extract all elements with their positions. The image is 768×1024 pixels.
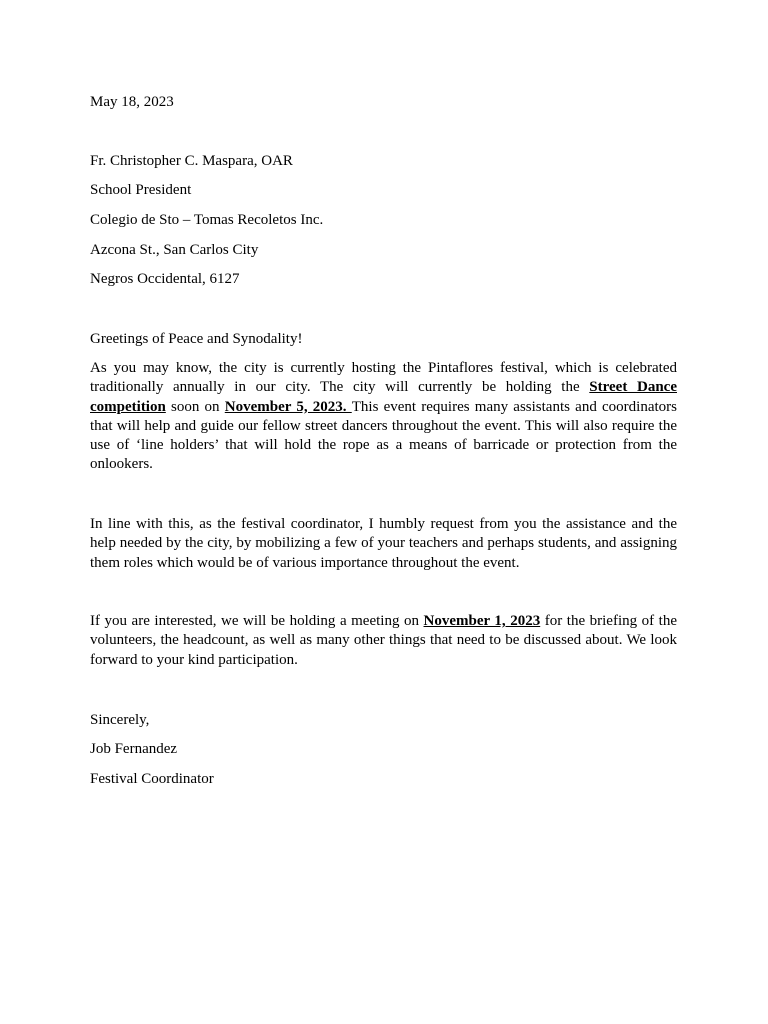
recipient-street: Azcona St., San Carlos City	[90, 242, 259, 258]
meeting-date: November 1, 2023	[423, 613, 541, 629]
body-paragraph-1	[90, 359, 677, 475]
closing: Sincerely,	[90, 712, 150, 728]
body-paragraph-2: In line with this, as the festival coordinator, I humbly request from you the assistance and the help needed by the city, by mobilizing a few of your teachers and perhaps students, and assigning them roles which would be of various importance throughout the event.	[90, 516, 677, 571]
event-date: November 5, 2023.	[224, 398, 352, 415]
signatory-title: Festival Coordinator	[90, 771, 214, 787]
paragraph-1-text-c: This event requires many assistants and coordinators that will help and guide our fellow street dancers throughout the event. This will also require the use of ‘line holders’ that will hold the rope as a means of barricade or protection from the onlookers.	[90, 398, 678, 473]
signatory-name: Job Fernandez	[90, 741, 178, 757]
recipient-institution: Colegio de Sto – Tomas Recoletos Inc.	[90, 212, 324, 228]
letter-date: May 18, 2023	[90, 94, 174, 110]
paragraph-3-text-b: for the briefing of the volunteers, the headcount, as well as many other things that need to be discussed about. We look forward to your kind participation.	[90, 613, 678, 668]
event-name: Street Dance competition	[90, 379, 677, 415]
body-paragraph-3	[90, 612, 677, 670]
recipient-name: Fr. Christopher C. Maspara, OAR	[90, 153, 293, 169]
paragraph-1-text-a: As you may know, the city is currently hosting the Pintaflores festival, which is celebrated traditionally annually in our city. The city will currently be holding the	[90, 360, 677, 396]
recipient-province: Negros Occidental, 6127	[90, 271, 240, 287]
greeting: Greetings of Peace and Synodality!	[90, 331, 303, 347]
recipient-title: School President	[90, 182, 192, 198]
paragraph-3-text-a: If you are interested, we will be holding a meeting on	[90, 613, 424, 629]
paragraph-1-text-b: soon on	[165, 398, 225, 415]
